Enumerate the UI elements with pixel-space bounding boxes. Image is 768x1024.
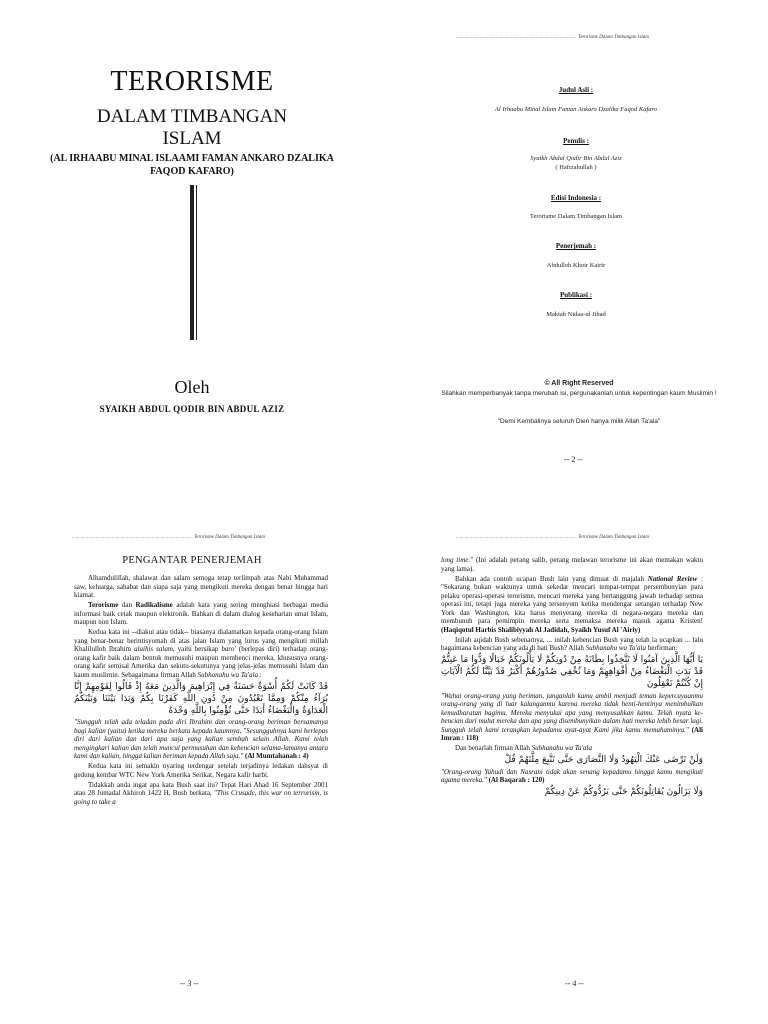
copyright-text: Silahkan memperbanyak tanpa merubah isi, pergunakanlah untuk kepentingan kaum Muslimin ! — [441, 390, 717, 397]
italic-text: baro' — [221, 645, 236, 653]
by-label: Oleh — [174, 377, 210, 397]
publikasi-label: Publikasi : — [559, 291, 593, 299]
motto: "Demi Kembalinya seluruh Dien hanya milik Allah Ta'ala" — [497, 418, 661, 425]
verse-reference: (Ali Imran : 118) — [441, 725, 704, 742]
verse-translation — [441, 692, 703, 743]
running-header: ..... Terorisme Dalam Timbangan Islam — [456, 35, 649, 40]
page-number: -- 2 -- — [564, 455, 583, 464]
translation-text: "Orang-orang Yahudi dan Nasrani tidak akan senang kepadamu hingga kamu mengikuti agama mereka." — [441, 767, 703, 784]
page-number: -- 4 -- — [565, 979, 584, 988]
text: Kedua kata ini --diakui atau tidak-- biasanya dialamatkan kepada orang-orang Islam yang benar-benar berintisyomah di atas jalan Islam yang lurus yang mengikuti millah Khalilulloh Ibrahim — [74, 628, 328, 653]
paragraph — [74, 628, 328, 679]
author-name: SYAIKH ABDUL QODIR BIN ABDUL AZIZ — [99, 404, 285, 414]
italic-text: Subhanahu wa Ta'ala — [531, 744, 592, 752]
book-subtitle-line1: DALAM TIMBANGAN — [96, 106, 288, 127]
source-reference: (Haqiqotul Harbis Shalibiyyah Al Jadidah, Syaikh Yusuf Al 'Airiy) — [441, 625, 641, 634]
decorative-vertical-line — [196, 185, 197, 340]
text: dan — [118, 601, 136, 609]
verse-translation — [74, 718, 328, 761]
text: Inilah aqidah Bush sebenarnya, ... inilah kebencian Bush yang telah ia ucapkan ... lalu bagaimana kebencian yang ada di hati Bush? Allah — [441, 635, 703, 652]
paragraph — [441, 575, 703, 635]
page-1-title — [0, 0, 384, 512]
term: Radikalisme — [135, 601, 173, 609]
running-header: ..... Terorisme Dalam Timbangan Islam — [456, 535, 649, 540]
term: Terorisme — [88, 601, 119, 609]
penulis-value: Syaikh Abdul Qodir Bin Abdul Aziz — [530, 155, 622, 162]
translation-text: "Sungguh telah ada teladan pada diri Ibrahim dan orang-orang beriman bersamanya bagi kalian (yaitu) ketika mereka berkata kepada kaumnya, "Sesungguhnya kami berlepas diri dari kalian dan dari apa saja yang kalian sembah selain Allah. Kami telah mengingkari kalian dan telah muncul permusuhan dan kebencian selama-lamanya antara kami dan kalian, hingga kalian beriman kepada Allah saja." — [74, 718, 328, 760]
italic-text: alaihis salam — [134, 645, 173, 653]
paragraph — [74, 601, 328, 627]
text: Bahkan ada contoh ucapan Bush lain yang dimuat di majalah — [455, 574, 648, 583]
paragraph — [441, 556, 703, 573]
text: berfirman: — [646, 644, 678, 652]
quote: long time." — [441, 556, 474, 564]
decorative-vertical-bar — [190, 185, 194, 340]
text: , yaitu bersikap — [172, 645, 222, 653]
judul-label: Judul Asli : — [558, 86, 594, 94]
running-header: ..... Terorisme Dalam Timbangan Islam — [72, 535, 265, 540]
book-subtitle-line2: ISLAM — [162, 128, 222, 149]
verse-reference: (Al Mumtahanah : 4) — [243, 752, 309, 760]
paragraph — [74, 781, 328, 807]
penerjemah-value: Abdulloh Khoir Kairir — [546, 262, 606, 269]
paragraph: Alhamdulillah, shalawat dan salam semoga tetap terlimpah atas Nabi Muhammad saw, keluarga, sahabat dan siapa saja yang mengikuti mereka dengan benar hingga hari kiamat. — [74, 574, 328, 599]
section-heading: PENGANTAR PENERJEMAH — [122, 555, 262, 566]
verse-translation — [441, 768, 703, 785]
penulis-label: Penulis : — [563, 137, 589, 145]
copyright: © All Right Reserved — [544, 380, 614, 387]
penerjemah-label: Penerjemah : — [555, 242, 597, 250]
judul-value: Al Irhaabu Minal Islam Faman Ankaro Dzalika Faqod Kafaro — [494, 106, 658, 113]
italic-text: Subhanahu wa Ta'ala — [585, 644, 646, 652]
paragraph: Kedua kata ini semakin nyaring terdengar setelah terjadinya ledakan dahsyat di gedung kembar WTC New York Amerika Serikat, Negara kafir harbi. — [74, 762, 328, 779]
text: : "Sekarang bukan waktunya untuk sekedar mencari tempat-tempat persembunyian para pelaku operasi-operasi terorisme, mencari mereka yang bertanggung jawab terhadap semua operasi ini, tetapi juga mereka yang tersenyum ketika mendengar serangan terhadap New York dan Washington, kita harus menyerang mereka di negara-negara mereka dan membunuh para pemimpin mereka serta memaksa mereka masuk agama Kristen! — [441, 574, 703, 625]
edisi-label: Edisi Indonesia : — [550, 194, 602, 202]
text: (berlepas diri) terhadap orang-orang kafir baik dalam bentuk memusuhi maupun membenci mereka, khususnya orang-orang kafir semisal Amerika dan sekutu-sekutunya yang jelas-jelas memusuhi Islam dan kaum muslimin. Sebagaimana firman Allah — [74, 645, 328, 679]
translation-text: "Wahai orang-orang yang beriman, janganlah kamu ambil menjadi teman kepercayaanmu orang-orang yang di luar kalanganmu karena mereka tidak henti-hentinya menimbulkan kemudharatan bagimu. Mereka menyukai apa yang menyusahkan kamu. Telah nyata ke-bencian dari mulut mereka dan apa yang disembunyikan dalam hati mereka lebih besar lagi. Sungguh telah kami terangkan kepadamu ayat-ayat Kami jika kamu memahaminya." — [441, 691, 703, 734]
text: adalah kata yang sering menghiasi berbagai media informasi baik cetak maupun elektronik. Bahkan di dalam dialog keseharian umat Islam, maupun non Islam. — [74, 601, 328, 626]
magazine-name: National Review — [647, 574, 698, 583]
publikasi-value: Maktab Nidaa-ul Jihad — [546, 311, 606, 318]
arabic-verse: وَلَنْ تَرْضَى عَنْكَ الْيَهُودُ وَلَا النَّصَارَى حَتَّى تَتَّبِعَ مِلَّتَهُمْ قُلْ — [504, 755, 703, 765]
text: : — [258, 670, 262, 679]
arabic-title: (AL IRHAABU MINAL ISLAAMI FAMAN ANKARO DZALIKA FAQOD KAFARO) — [50, 153, 334, 177]
book-title: TERORISME — [110, 66, 274, 97]
verse-reference: (Al Baqarah : 120) — [486, 776, 545, 784]
quote: "This Crusade, this war on terrorism, is going to take a — [74, 789, 329, 806]
arabic-verse: يَا أَيُّهَا الَّذِينَ آمَنُوا لَا تَتَّخِذُوا بِطَانَةً مِنْ دُونِكُمْ لَا يَأْلُونَكُمْ خَبَالًا وَدُّوا مَا عَنِتُّمْ قَدْ بَدَتِ الْبَغْضَاءُ مِنْ أَفْوَاهِهِمْ وَمَا تُخْفِي صُدُورُهُمْ أَكْبَرُ قَدْ بَيَّنَّا لَكُمُ الْآيَاتِ إِنْ كُنْتُمْ تَعْقِلُونَ — [441, 655, 703, 689]
text: Tidakkah anda ingat apa kata Bush saat itu? Tepat Hari Ahad 16 September 2001 atau 28 Jumadal Akhiroh 1422 H, Bush berkata, — [74, 780, 328, 797]
arabic-verse: قَدْ كَانَتْ لَكُمْ أُسْوَةٌ حَسَنَةٌ فِي إِبْرَاهِيمَ وَالَّذِينَ مَعَهُ إِذْ قَالُوا لِقَوْمِهِمْ إِنَّا بُرَآءُ مِنْكُمْ وَمِمَّا تَعْبُدُونَ مِنْ دُونِ اللَّهِ كَفَرْنَا بِكُمْ وَبَدَا بَيْنَنَا وَبَيْنَكُمُ الْعَدَاوَةُ وَالْبَغْضَاءُ أَبَدًا حَتَّى تُؤْمِنُوا بِاللَّهِ وَحْدَهُ — [74, 681, 328, 716]
page-2-colophon — [384, 0, 768, 512]
paragraph — [441, 744, 703, 753]
italic-text: Subhanahu wa Ta'ala — [197, 670, 259, 679]
penulis-note: ( Hafizahullah ) — [555, 164, 597, 171]
arabic-verse: وَلَا يَزَالُونَ يُقَاتِلُونَكُمْ حَتَّى يَرُدُّوكُمْ عَنْ دِينِكُمْ — [544, 787, 703, 797]
page-3-body — [74, 574, 328, 808]
text: (Ini adalah perang salib, perang melawan terorisme ini akan memakan waktu yang lama). — [441, 556, 704, 573]
page-4-body — [441, 556, 703, 800]
paragraph — [441, 636, 703, 653]
text: Dan benarlah firman Allah — [455, 744, 532, 752]
page-number: -- 3 -- — [180, 979, 199, 988]
edisi-value: Terorisme Dalam Timbangan Islam — [529, 213, 623, 220]
